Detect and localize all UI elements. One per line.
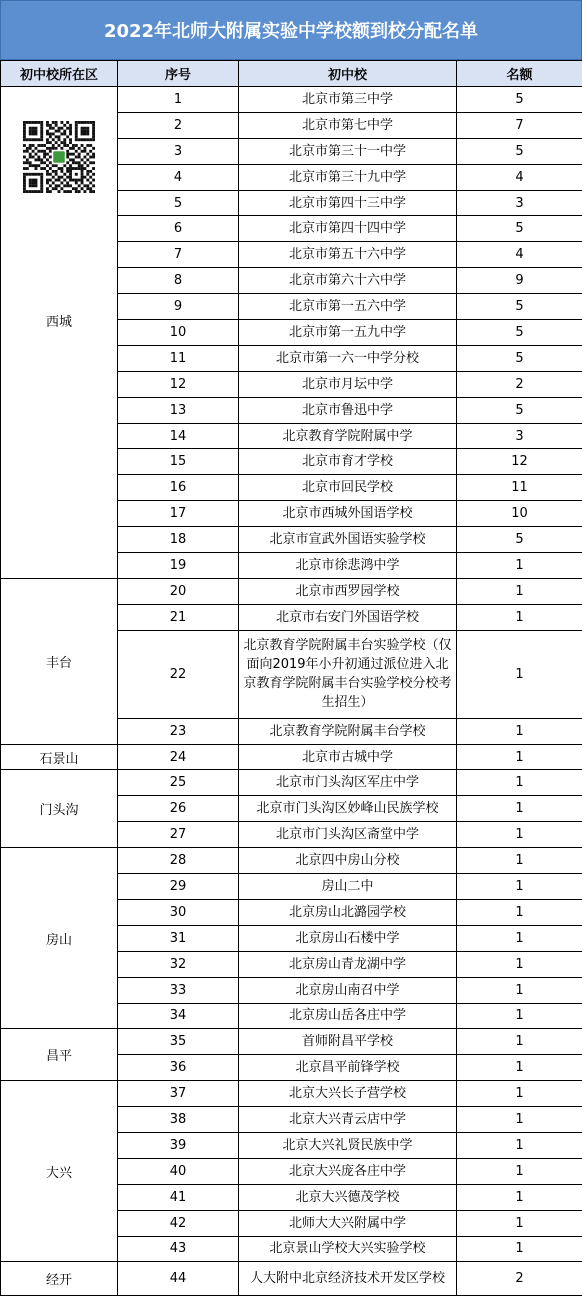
quota-value: 1 (457, 630, 582, 718)
school-name: 北京房山岳各庄中学 (239, 1003, 457, 1029)
table-row (1, 1029, 582, 1055)
quota-value: 5 (457, 216, 582, 242)
school-name: 北京市门头沟区斋堂中学 (239, 822, 457, 848)
school-name: 北京市第三十九中学 (239, 164, 457, 190)
table-row (1, 1081, 582, 1107)
quota-value: 1 (457, 1107, 582, 1133)
quota-value: 1 (457, 1236, 582, 1262)
quota-value: 1 (457, 796, 582, 822)
quota-value: 1 (457, 899, 582, 925)
row-index: 7 (118, 242, 239, 268)
school-name: 北京大兴礼贤民族中学 (239, 1132, 457, 1158)
row-index: 16 (118, 475, 239, 501)
quota-value: 1 (457, 1158, 582, 1184)
row-index: 38 (118, 1107, 239, 1133)
row-index: 19 (118, 553, 239, 579)
school-name: 北京市回民学校 (239, 475, 457, 501)
school-name: 北京教育学院附属丰台学校 (239, 718, 457, 744)
quota-value: 1 (457, 951, 582, 977)
school-name: 北京房山北潞园学校 (239, 899, 457, 925)
table-row (1, 87, 582, 113)
quota-value: 1 (457, 770, 582, 796)
row-index: 2 (118, 112, 239, 138)
quota-value: 3 (457, 423, 582, 449)
quota-value: 11 (457, 475, 582, 501)
row-index: 35 (118, 1029, 239, 1055)
quota-value: 2 (457, 371, 582, 397)
quota-value: 4 (457, 242, 582, 268)
row-index: 28 (118, 848, 239, 874)
school-name: 北京市第四十三中学 (239, 190, 457, 216)
row-index: 44 (118, 1262, 239, 1296)
school-name: 北京四中房山分校 (239, 848, 457, 874)
district-name: 丰台 (1, 578, 118, 744)
quota-value: 5 (457, 294, 582, 320)
qr-code-icon (23, 121, 95, 193)
quota-value: 1 (457, 1184, 582, 1210)
quota-value: 1 (457, 718, 582, 744)
row-index: 11 (118, 345, 239, 371)
quota-value: 4 (457, 164, 582, 190)
district-name: 大兴 (1, 1081, 118, 1262)
table-header-row (1, 61, 582, 87)
district-name: 昌平 (1, 1029, 118, 1081)
page-title: 2022年北师大附属实验中学校额到校分配名单 (0, 0, 582, 60)
row-index: 40 (118, 1158, 239, 1184)
school-name: 北京大兴青云店中学 (239, 1107, 457, 1133)
table-row (1, 770, 582, 796)
row-index: 33 (118, 977, 239, 1003)
quota-value: 5 (457, 320, 582, 346)
quota-value: 12 (457, 449, 582, 475)
school-name: 房山二中 (239, 874, 457, 900)
quota-value: 1 (457, 1055, 582, 1081)
row-index: 9 (118, 294, 239, 320)
school-name: 北京市第五十六中学 (239, 242, 457, 268)
row-index: 8 (118, 268, 239, 294)
header-quota: 名额 (457, 61, 582, 87)
quota-value: 1 (457, 874, 582, 900)
school-name: 北京市第四十四中学 (239, 216, 457, 242)
school-name: 北京市西罗园学校 (239, 578, 457, 604)
school-name: 北京市门头沟区妙峰山民族学校 (239, 796, 457, 822)
school-name: 北京市徐悲鸿中学 (239, 553, 457, 579)
quota-table (0, 60, 582, 1296)
quota-value: 1 (457, 578, 582, 604)
row-index: 22 (118, 630, 239, 718)
quota-value: 5 (457, 397, 582, 423)
row-index: 27 (118, 822, 239, 848)
district-cell (1, 87, 118, 579)
school-name: 北京房山石楼中学 (239, 925, 457, 951)
header-index: 序号 (118, 61, 239, 87)
school-name: 北京景山学校大兴实验学校 (239, 1236, 457, 1262)
row-index: 24 (118, 744, 239, 770)
district-name: 房山 (1, 848, 118, 1029)
school-name: 人大附中北京经济技术开发区学校 (239, 1262, 457, 1296)
row-index: 31 (118, 925, 239, 951)
row-index: 36 (118, 1055, 239, 1081)
quota-value: 5 (457, 87, 582, 113)
header-school: 初中校 (239, 61, 457, 87)
row-index: 32 (118, 951, 239, 977)
school-name: 首师附昌平学校 (239, 1029, 457, 1055)
school-name: 北京市第一五六中学 (239, 294, 457, 320)
quota-value: 1 (457, 977, 582, 1003)
district-name: 经开 (1, 1262, 118, 1296)
quota-value: 1 (457, 1132, 582, 1158)
school-name: 北京教育学院附属丰台实验学校（仅面向2019年小升初通过派位进入北京教育学院附属丰台实验学校分校考生招生） (239, 630, 457, 718)
table-row (1, 1262, 582, 1296)
row-index: 18 (118, 527, 239, 553)
school-name: 北京教育学院附属中学 (239, 423, 457, 449)
quota-value: 10 (457, 501, 582, 527)
row-index: 41 (118, 1184, 239, 1210)
school-name: 北京市第六十六中学 (239, 268, 457, 294)
school-name: 北京市月坛中学 (239, 371, 457, 397)
quota-value: 9 (457, 268, 582, 294)
row-index: 5 (118, 190, 239, 216)
row-index: 20 (118, 578, 239, 604)
row-index: 42 (118, 1210, 239, 1236)
row-index: 12 (118, 371, 239, 397)
school-name: 北京市古城中学 (239, 744, 457, 770)
school-name: 北京市宣武外国语实验学校 (239, 527, 457, 553)
quota-value: 1 (457, 553, 582, 579)
row-index: 26 (118, 796, 239, 822)
row-index: 29 (118, 874, 239, 900)
quota-value: 1 (457, 1081, 582, 1107)
quota-value: 1 (457, 848, 582, 874)
header-district: 初中校所在区 (1, 61, 118, 87)
district-name: 石景山 (1, 744, 118, 770)
row-index: 21 (118, 604, 239, 630)
quota-value: 7 (457, 112, 582, 138)
school-name: 北京大兴庞各庄中学 (239, 1158, 457, 1184)
row-index: 15 (118, 449, 239, 475)
quota-value: 1 (457, 1029, 582, 1055)
quota-value: 5 (457, 138, 582, 164)
row-index: 43 (118, 1236, 239, 1262)
school-name: 北京房山青龙湖中学 (239, 951, 457, 977)
row-index: 25 (118, 770, 239, 796)
school-name: 北京大兴长子营学校 (239, 1081, 457, 1107)
table-row (1, 848, 582, 874)
school-name: 北京市第一五九中学 (239, 320, 457, 346)
row-index: 6 (118, 216, 239, 242)
school-name: 北京市第三十一中学 (239, 138, 457, 164)
row-index: 34 (118, 1003, 239, 1029)
row-index: 3 (118, 138, 239, 164)
school-name: 北京市第三中学 (239, 87, 457, 113)
table-row (1, 744, 582, 770)
quota-value: 1 (457, 1003, 582, 1029)
school-name: 北京市右安门外国语学校 (239, 604, 457, 630)
school-name: 北京市西城外国语学校 (239, 501, 457, 527)
row-index: 23 (118, 718, 239, 744)
table-body (1, 87, 582, 1296)
quota-value: 5 (457, 345, 582, 371)
row-index: 1 (118, 87, 239, 113)
row-index: 30 (118, 899, 239, 925)
quota-value: 3 (457, 190, 582, 216)
row-index: 17 (118, 501, 239, 527)
school-name: 北京大兴德茂学校 (239, 1184, 457, 1210)
school-name: 北京昌平前锋学校 (239, 1055, 457, 1081)
row-index: 10 (118, 320, 239, 346)
quota-value: 1 (457, 925, 582, 951)
quota-value: 1 (457, 1210, 582, 1236)
quota-value: 1 (457, 744, 582, 770)
school-name: 北京市育才学校 (239, 449, 457, 475)
district-name: 门头沟 (1, 770, 118, 848)
row-index: 4 (118, 164, 239, 190)
school-name: 北京房山南召中学 (239, 977, 457, 1003)
quota-value: 1 (457, 604, 582, 630)
quota-value: 1 (457, 822, 582, 848)
school-name: 北京市第七中学 (239, 112, 457, 138)
school-name: 北京市门头沟区军庄中学 (239, 770, 457, 796)
school-name: 北京市第一六一中学分校 (239, 345, 457, 371)
school-name: 北京市鲁迅中学 (239, 397, 457, 423)
school-name: 北师大大兴附属中学 (239, 1210, 457, 1236)
quota-value: 2 (457, 1262, 582, 1296)
row-index: 39 (118, 1132, 239, 1158)
row-index: 14 (118, 423, 239, 449)
row-index: 13 (118, 397, 239, 423)
quota-value: 5 (457, 527, 582, 553)
row-index: 37 (118, 1081, 239, 1107)
district-name: 西城 (45, 315, 72, 330)
table-row (1, 578, 582, 604)
